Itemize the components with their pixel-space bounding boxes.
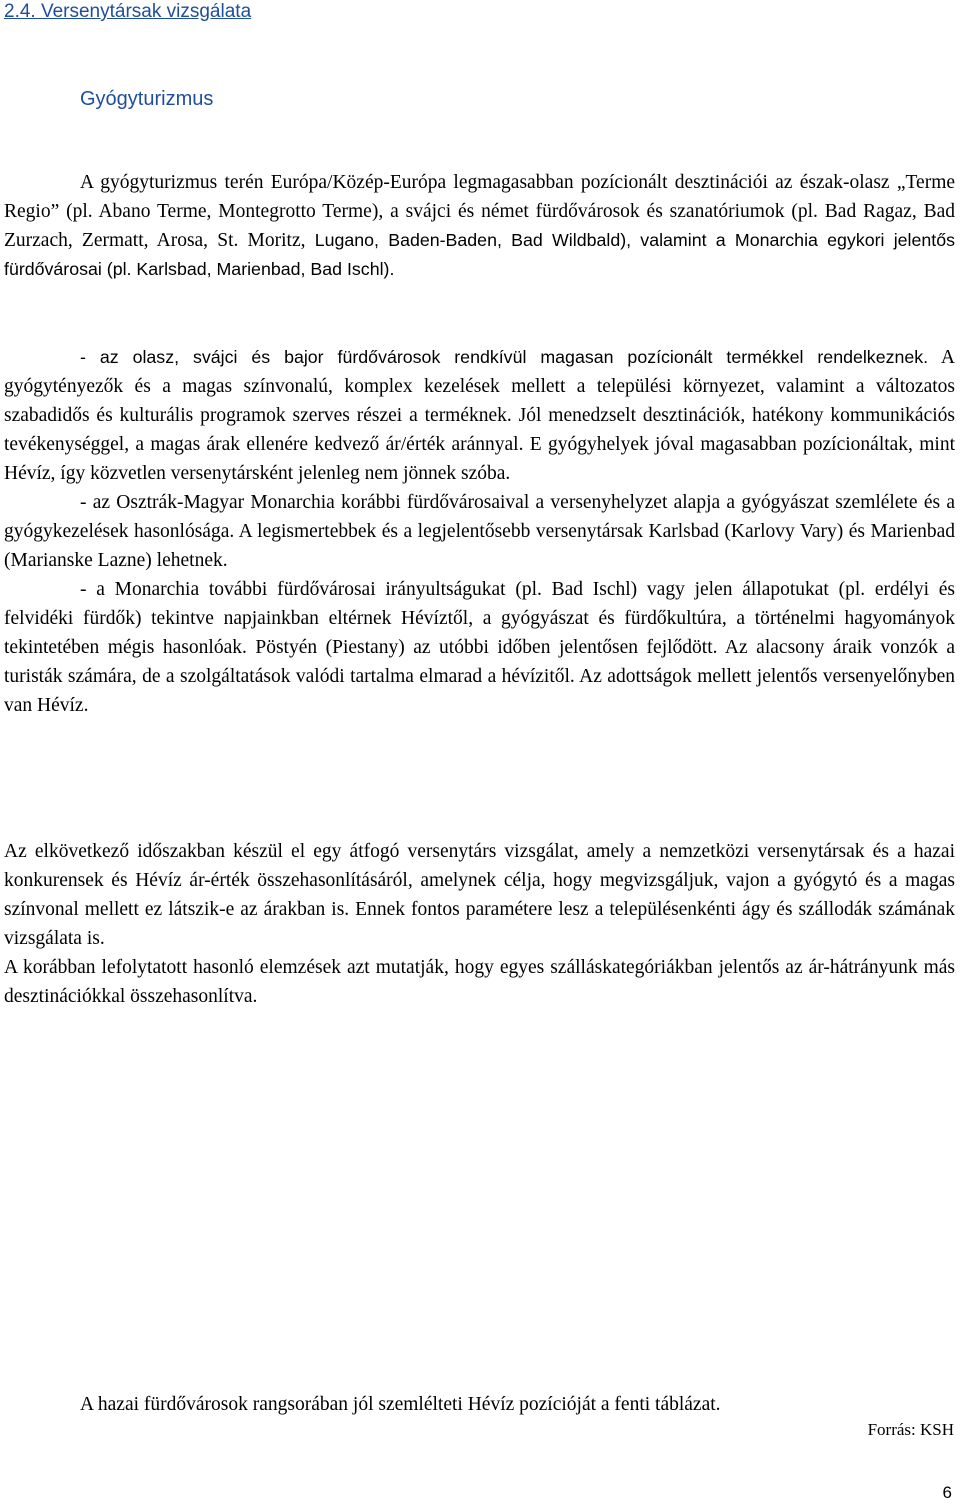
intro-paragraph <box>4 168 955 284</box>
sub-heading: Gyógyturizmus <box>80 88 214 110</box>
source-note: Forrás: KSH <box>867 1420 954 1439</box>
future-analysis-paragraph <box>4 837 955 1011</box>
page-number: 6 <box>942 1483 952 1502</box>
bullet-1 <box>4 343 955 488</box>
bullet-2 <box>4 488 955 575</box>
bullet-3 <box>4 575 955 720</box>
bullet-1-lead: - az olasz, svájci és bajor fürdővárosok rendkívül magasan pozícionált termékkel rendelkeznek. <box>80 347 929 367</box>
future-p2: A korábban lefolytatott hasonló elemzések azt mutatják, hogy egyes szálláskategóriákban jelentős az ár-hátrányunk más desztinációkkal összehasonlítva. <box>4 957 955 1007</box>
future-p1: Az elkövetkező időszakban készül el egy átfogó versenytárs vizsgálat, amely a nemzetközi versenytársak és a hazai konkurensek és Hévíz ár-érték összehasonlításáról, amelynek célja, hogy megvizsgáljuk, vajon a gyógytó és a magas színvonal mellett ez látszik-e az árakban is. Ennek fontos paramétere lesz a településenkénti ágy és szállodák számának vizsgálata is. <box>4 841 955 949</box>
table-caption: A hazai fürdővárosok rangsorában jól szemlélteti Hévíz pozícióját a fenti táblázat. <box>80 1394 721 1415</box>
section-heading: 2.4. Versenytársak vizsgálata <box>4 1 252 22</box>
competitor-bullets <box>4 343 955 720</box>
bullet-3-lead: - a Monarchia további fürdővárosai irányultságukat (pl. Bad Ischl) vagy jelen állapotukat (pl. erdélyi és felvidéki fürdők) tekintve napjainkban eltérnek Hévíztől, a gyógyászat és fürdőkultúra, a történelmi hagyományok tekintetében mégis hasonlóak. Pöstyén (Piestany) az utóbbi időben jelentősen fejlődött. Az alacsony áraik vonzók a turisták számára, de a szolgáltatások valódi tartalma elmarad a hévízitől. Az adottságok mellett jelentős versenyelőnyben van Hévíz. <box>4 579 955 716</box>
bullet-1-body: A gyógytényezők és a magas színvonalú, komplex kezelések mellett a települési környezet, valamint a változatos szabadidős és kulturális programok szerves részei a terméknek. Jól menedzselt desztinációk, hatékony kommunikációs tevékenységgel, a magas árak ellenére kedvező ár/érték aránnyal. E gyógyhelyek jóval magasabban pozícionáltak, mint Hévíz, így közvetlen versenytársként jelenleg nem jönnek szóba. <box>4 347 955 484</box>
bullet-2-lead: - az Osztrák-Magyar Monarchia korábbi fürdővárosaival a versenyhelyzet alapja a gyógyászat szemlélete és a gyógykezelések hasonlósága. A legismertebbek és a legjelentősebb versenytársak Karlsbad (Karlovy Vary) és Marienbad (Marianske Lazne) lehetnek. <box>4 492 955 571</box>
intro-first-line: A gyógyturizmus terén Európa/Közép-Európa legmagasabban pozícionált desztinációi <box>80 172 768 193</box>
intro-rest-serif: az észak-olasz „Terme Regio” (pl. Abano Terme, Montegrotto Terme), a svájci és német fürdővárosok és szanatóriumok (pl. Bad Ragaz, Bad Zurzach, Zermatt, Arosa, St. Moritz, <box>4 172 956 251</box>
intro-rest-sans: Lugano, Baden-Baden, Bad Wildbald), valamint a Monarchia egykori jelentős fürdővárosai (pl. Karlsbad, Marienbad, Bad Ischl). <box>4 230 955 279</box>
